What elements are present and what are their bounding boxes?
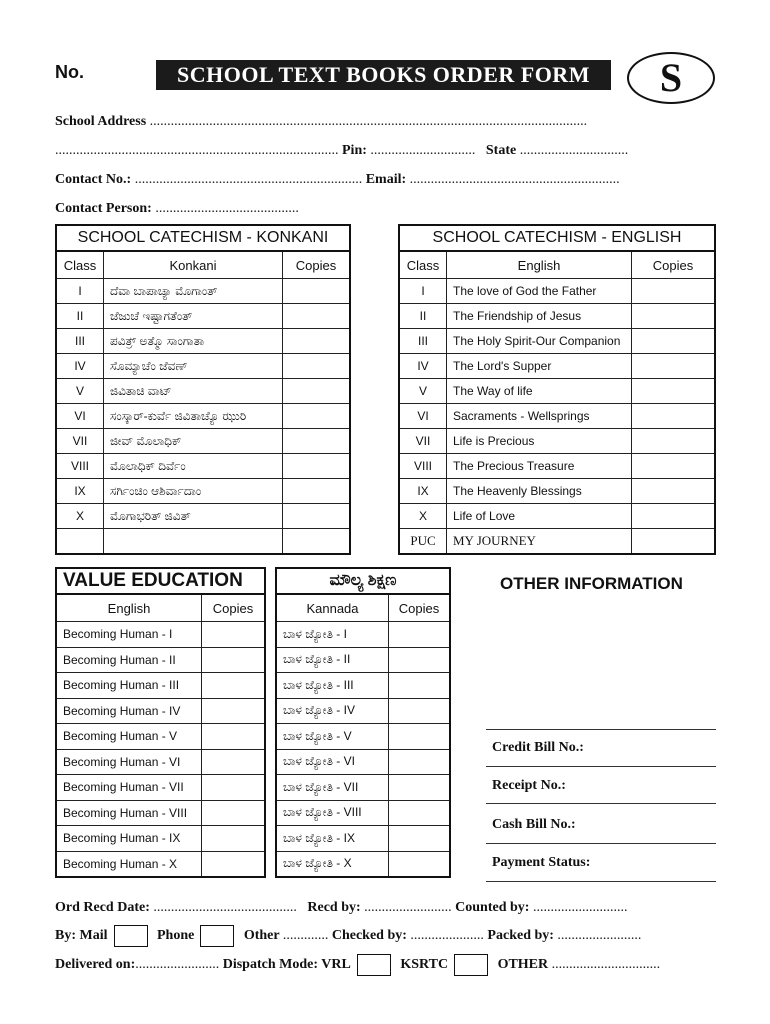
copies-cell[interactable] bbox=[202, 673, 266, 699]
title-cell: ಸೊಮ್ಯಾಚೆಂ ಜೆವಣ್ bbox=[104, 354, 283, 379]
title-cell: ಬಾಳ ಜ್ಯೋತಿ - V bbox=[276, 724, 389, 750]
english-title-header: English bbox=[447, 251, 632, 279]
class-cell: IV bbox=[56, 354, 104, 379]
title-cell: Becoming Human - II bbox=[56, 647, 202, 673]
title-cell: Becoming Human - IX bbox=[56, 826, 202, 852]
table-row bbox=[56, 379, 350, 404]
state-label: State bbox=[485, 143, 517, 158]
kannada-header: Kannada bbox=[276, 594, 389, 622]
payment-status-field[interactable]: Payment Status: bbox=[492, 855, 591, 870]
value-education-table bbox=[55, 567, 266, 878]
class-cell: I bbox=[399, 279, 447, 304]
pin-label: Pin: bbox=[342, 143, 367, 158]
table-row bbox=[276, 800, 450, 826]
class-cell: V bbox=[56, 379, 104, 404]
checked-by-label: Checked by: bbox=[331, 928, 407, 944]
konkani-title-header: Konkani bbox=[104, 251, 283, 279]
class-cell: I bbox=[56, 279, 104, 304]
table-row bbox=[56, 504, 350, 529]
table-row bbox=[56, 826, 265, 852]
copies-cell[interactable] bbox=[202, 647, 266, 673]
table-row bbox=[276, 647, 450, 673]
copies-cell[interactable] bbox=[202, 775, 266, 801]
title-cell: ದೆವಾ ಬಾಪಾಚ್ಯಾ ಮೊಗಾಂತ್ bbox=[104, 279, 283, 304]
form-number-label: No. bbox=[55, 62, 84, 82]
title-cell: Becoming Human - VII bbox=[56, 775, 202, 801]
title-cell: The Lord's Supper bbox=[447, 354, 632, 379]
title-cell: ಬಾಳ ಜ್ಯೋತಿ - I bbox=[276, 622, 389, 648]
class-cell: III bbox=[56, 329, 104, 354]
table-row bbox=[276, 826, 450, 852]
table-row bbox=[399, 404, 715, 429]
contact-person-field[interactable]: Contact Person: ......................................... bbox=[55, 201, 299, 216]
title-cell: Becoming Human - VI bbox=[56, 749, 202, 775]
logo-letter: S bbox=[659, 55, 683, 100]
table-row bbox=[399, 279, 715, 304]
copies-cell[interactable] bbox=[389, 673, 451, 699]
address-line-2-field[interactable]: ................................................................................. Pin: .............................. State ............................... bbox=[55, 143, 629, 158]
phone-checkbox[interactable] bbox=[200, 925, 234, 947]
english-class-header: Class bbox=[399, 251, 447, 279]
ord-recd-date-label: Ord Recd Date: bbox=[55, 900, 150, 915]
cash-bill-field[interactable]: Cash Bill No.: bbox=[492, 817, 576, 832]
credit-bill-field[interactable]: Credit Bill No.: bbox=[492, 740, 584, 755]
table-row bbox=[56, 454, 350, 479]
class-cell: III bbox=[399, 329, 447, 354]
title-cell: ಮೊಲಾಧಿಕ್ ದಿರ್ವೆಂ bbox=[104, 454, 283, 479]
copies-cell[interactable] bbox=[283, 304, 351, 329]
copies-cell[interactable] bbox=[202, 826, 266, 852]
title-cell: Life of Love bbox=[447, 504, 632, 529]
class-cell: VII bbox=[56, 429, 104, 454]
class-cell: IV bbox=[399, 354, 447, 379]
title-cell: The Way of life bbox=[447, 379, 632, 404]
footer-row-2: By: Mail Phone Other ............. Checked by: ..................... Packed by: ........................ bbox=[55, 925, 641, 947]
table-row bbox=[56, 698, 265, 724]
konkani-copies-header: Copies bbox=[283, 251, 351, 279]
copies-cell[interactable] bbox=[632, 304, 716, 329]
class-cell: VII bbox=[399, 429, 447, 454]
table-row bbox=[399, 529, 715, 555]
title-cell: ಬಾಳ ಜ್ಯೋತಿ - VI bbox=[276, 749, 389, 775]
english-table bbox=[398, 224, 716, 555]
vrl-checkbox[interactable] bbox=[357, 954, 391, 976]
table-row bbox=[399, 304, 715, 329]
title-cell: The Holy Spirit-Our Companion bbox=[447, 329, 632, 354]
table-row bbox=[399, 354, 715, 379]
receipt-field[interactable]: Receipt No.: bbox=[492, 778, 566, 793]
copies-cell[interactable] bbox=[283, 354, 351, 379]
info-divider bbox=[486, 766, 716, 767]
table-row bbox=[56, 329, 350, 354]
copies-cell[interactable] bbox=[632, 479, 716, 504]
title-cell: The Heavenly Blessings bbox=[447, 479, 632, 504]
by-mail-label: By: Mail bbox=[55, 928, 108, 944]
title-cell: Becoming Human - V bbox=[56, 724, 202, 750]
s-logo bbox=[627, 52, 715, 104]
title-cell: The Friendship of Jesus bbox=[447, 304, 632, 329]
contact-no-label: Contact No.: bbox=[55, 172, 132, 187]
title-cell: ಬಾಳ ಜ್ಯೋತಿ - III bbox=[276, 673, 389, 699]
copies-cell[interactable] bbox=[283, 504, 351, 529]
table-row bbox=[399, 454, 715, 479]
info-divider bbox=[486, 729, 716, 730]
table-row bbox=[276, 775, 450, 801]
konkani-table bbox=[55, 224, 351, 555]
copies-cell[interactable] bbox=[389, 775, 451, 801]
copies-cell[interactable] bbox=[632, 529, 716, 555]
value-english-header: English bbox=[56, 594, 202, 622]
title-cell: The Precious Treasure bbox=[447, 454, 632, 479]
table-row bbox=[56, 354, 350, 379]
class-cell: VI bbox=[56, 404, 104, 429]
copies-cell[interactable] bbox=[283, 529, 351, 555]
table-row bbox=[276, 749, 450, 775]
table-row bbox=[56, 724, 265, 750]
class-cell: IX bbox=[56, 479, 104, 504]
class-cell: II bbox=[399, 304, 447, 329]
table-row bbox=[56, 429, 350, 454]
copies-cell[interactable] bbox=[632, 454, 716, 479]
class-cell: VIII bbox=[56, 454, 104, 479]
english-copies-header: Copies bbox=[632, 251, 716, 279]
title-cell: Becoming Human - III bbox=[56, 673, 202, 699]
class-cell: VI bbox=[399, 404, 447, 429]
class-cell: II bbox=[56, 304, 104, 329]
kannada-values-table bbox=[275, 567, 451, 878]
table-row bbox=[399, 379, 715, 404]
other-dispatch-label: OTHER bbox=[497, 957, 549, 973]
table-row bbox=[56, 749, 265, 775]
value-copies-header: Copies bbox=[202, 594, 266, 622]
title-cell bbox=[104, 529, 283, 555]
copies-cell[interactable] bbox=[632, 429, 716, 454]
title-cell: ಜಿವಿತಾಚಿ ವಾಟ್ bbox=[104, 379, 283, 404]
copies-cell[interactable] bbox=[389, 851, 451, 877]
copies-cell[interactable] bbox=[389, 800, 451, 826]
kannada-values-title: ಮೌಲ್ಯ ಶಿಕ್ಷಣ bbox=[276, 568, 450, 594]
table-row bbox=[276, 673, 450, 699]
copies-cell[interactable] bbox=[389, 698, 451, 724]
copies-cell[interactable] bbox=[283, 279, 351, 304]
title-cell: ಜೀವ್ ಮೊಲಾಧಿಕ್ bbox=[104, 429, 283, 454]
table-row bbox=[276, 724, 450, 750]
title-cell: MY JOURNEY bbox=[447, 529, 632, 555]
copies-cell[interactable] bbox=[202, 749, 266, 775]
school-address-field[interactable]: School Address ............................................................................................................................. bbox=[55, 114, 588, 129]
copies-cell[interactable] bbox=[202, 698, 266, 724]
table-row bbox=[276, 698, 450, 724]
copies-cell[interactable] bbox=[389, 622, 451, 648]
title-cell: ಸರ್ಗಿಂಚಿಂ ಆಶಿರ್ವಾದಾಂ bbox=[104, 479, 283, 504]
mail-checkbox[interactable] bbox=[114, 925, 148, 947]
copies-cell[interactable] bbox=[202, 851, 266, 877]
info-divider bbox=[486, 881, 716, 882]
title-cell: Becoming Human - VIII bbox=[56, 800, 202, 826]
contact-email-field[interactable]: Contact No.: ................................................................. Email: ............................................................ bbox=[55, 172, 620, 187]
copies-cell[interactable] bbox=[202, 800, 266, 826]
title-cell: ಬಾಳ ಜ್ಯೋತಿ - II bbox=[276, 647, 389, 673]
school-address-label: School Address bbox=[55, 114, 147, 129]
copies-cell[interactable] bbox=[389, 647, 451, 673]
title-cell: ಬಾಳ ಜ್ಯೋತಿ - VIII bbox=[276, 800, 389, 826]
table-row bbox=[276, 622, 450, 648]
class-cell: V bbox=[399, 379, 447, 404]
value-education-title: VALUE EDUCATION bbox=[56, 568, 265, 594]
table-row bbox=[56, 279, 350, 304]
title-cell: Sacraments - Wellsprings bbox=[447, 404, 632, 429]
footer-row-3: Delivered on:........................ Dispatch Mode: VRL KSRTC OTHER ............................... bbox=[55, 954, 660, 976]
copies-cell[interactable] bbox=[389, 724, 451, 750]
table-row bbox=[399, 479, 715, 504]
other-information-title: OTHER INFORMATION bbox=[500, 574, 683, 593]
title-cell: ಪವಿತ್ರ್ ಅತ್ಮೊ ಸಾಂಗಾತಾ bbox=[104, 329, 283, 354]
class-cell: X bbox=[56, 504, 104, 529]
class-cell: PUC bbox=[399, 529, 447, 555]
table-row bbox=[399, 504, 715, 529]
copies-cell[interactable] bbox=[202, 622, 266, 648]
kannada-copies-header: Copies bbox=[389, 594, 451, 622]
title-cell: Life is Precious bbox=[447, 429, 632, 454]
class-cell: VIII bbox=[399, 454, 447, 479]
copies-cell[interactable] bbox=[632, 354, 716, 379]
copies-cell[interactable] bbox=[202, 724, 266, 750]
table-row bbox=[56, 529, 350, 555]
title-cell: ಬಾಳ ಜ್ಯೋತಿ - IV bbox=[276, 698, 389, 724]
other-label: Other bbox=[243, 928, 280, 944]
packed-by-label: Packed by: bbox=[487, 928, 554, 944]
title-cell: ಬಾಳ ಜ್ಯೋತಿ - VII bbox=[276, 775, 389, 801]
copies-cell[interactable] bbox=[283, 479, 351, 504]
phone-label: Phone bbox=[157, 928, 195, 944]
email-label: Email: bbox=[365, 172, 407, 187]
table-row bbox=[56, 851, 265, 877]
title-cell: Becoming Human - I bbox=[56, 622, 202, 648]
title-cell: ಮೊಗಾಭರಿತ್ ಜಿವಿತ್ bbox=[104, 504, 283, 529]
title-cell: Becoming Human - X bbox=[56, 851, 202, 877]
konkani-table-title: SCHOOL CATECHISM - KONKANI bbox=[56, 225, 350, 251]
title-cell: ಸಂಸ್ಕಾರ್-ಕುರ್ವೆ ಜಿವಿತಾಚ್ಯೊ ಝುರಿ bbox=[104, 404, 283, 429]
class-cell: X bbox=[399, 504, 447, 529]
copies-cell[interactable] bbox=[283, 379, 351, 404]
copies-cell[interactable] bbox=[632, 279, 716, 304]
table-row bbox=[56, 647, 265, 673]
copies-cell[interactable] bbox=[389, 749, 451, 775]
copies-cell[interactable] bbox=[632, 404, 716, 429]
copies-cell[interactable] bbox=[283, 454, 351, 479]
konkani-class-header: Class bbox=[56, 251, 104, 279]
copies-cell[interactable] bbox=[283, 429, 351, 454]
copies-cell[interactable] bbox=[632, 329, 716, 354]
table-row bbox=[399, 429, 715, 454]
copies-cell[interactable] bbox=[632, 379, 716, 404]
copies-cell[interactable] bbox=[283, 329, 351, 354]
counted-by-label: Counted by: bbox=[455, 900, 530, 915]
info-divider bbox=[486, 803, 716, 804]
recd-by-label: Recd by: bbox=[307, 900, 361, 915]
table-row bbox=[56, 404, 350, 429]
table-row bbox=[56, 622, 265, 648]
info-divider bbox=[486, 843, 716, 844]
copies-cell[interactable] bbox=[632, 504, 716, 529]
dispatch-mode-label: Dispatch Mode: VRL bbox=[222, 957, 351, 973]
contact-person-label: Contact Person: bbox=[55, 201, 152, 216]
english-table-title: SCHOOL CATECHISM - ENGLISH bbox=[399, 225, 715, 251]
table-row bbox=[56, 479, 350, 504]
title-cell: The love of God the Father bbox=[447, 279, 632, 304]
delivered-on-label: Delivered on: bbox=[55, 957, 136, 973]
copies-cell[interactable] bbox=[283, 404, 351, 429]
copies-cell[interactable] bbox=[389, 826, 451, 852]
table-row bbox=[56, 304, 350, 329]
form-title: SCHOOL TEXT BOOKS ORDER FORM bbox=[156, 60, 611, 90]
ksrtc-label: KSRTC bbox=[400, 957, 449, 973]
table-row bbox=[56, 800, 265, 826]
class-cell: IX bbox=[399, 479, 447, 504]
class-cell bbox=[56, 529, 104, 555]
title-cell: ಬಾಳ ಜ್ಯೋತಿ - IX bbox=[276, 826, 389, 852]
title-cell: Becoming Human - IV bbox=[56, 698, 202, 724]
title-cell: ಜೆಜುಚೆ ಇಷ್ಟಾಗತೆಂತ್ bbox=[104, 304, 283, 329]
title-cell: ಬಾಳ ಜ್ಯೋತಿ - X bbox=[276, 851, 389, 877]
table-row bbox=[399, 329, 715, 354]
table-row bbox=[276, 851, 450, 877]
table-row bbox=[56, 775, 265, 801]
footer-row-1: Ord Recd Date: ......................................... Recd by: ......................... Counted by: ........................... bbox=[55, 900, 628, 915]
ksrtc-checkbox[interactable] bbox=[454, 954, 488, 976]
table-row bbox=[56, 673, 265, 699]
